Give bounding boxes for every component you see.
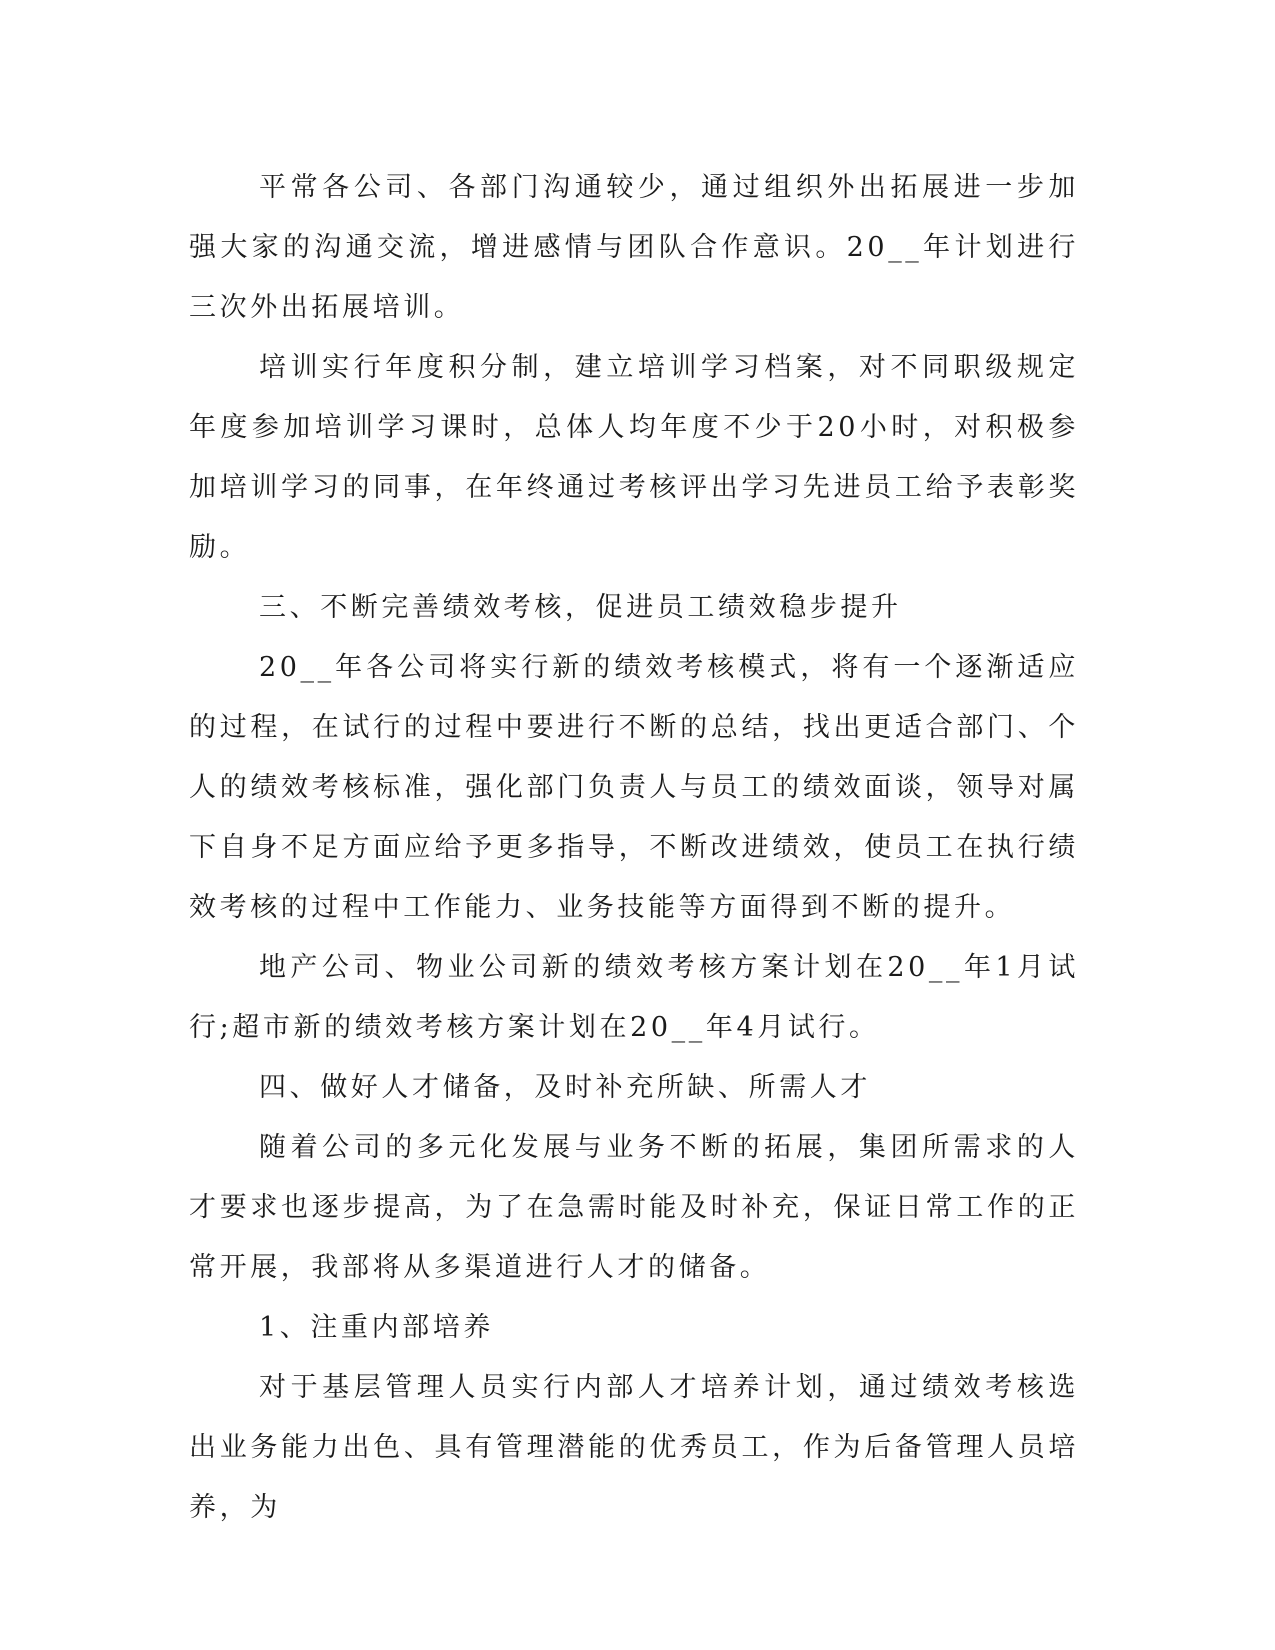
section-heading-performance: 三、不断完善绩效考核，促进员工绩效稳步提升 [259, 592, 902, 623]
paragraph-team-building: 平常各公司、各部门沟通较少，通过组织外出拓展进一步加强大家的沟通交流，增进感情与团队合作意识。20__年计划进行三次外出拓展培训。 [189, 172, 1079, 323]
paragraph-internal-training: 对于基层管理人员实行内部人才培养计划，通过绩效考核选出业务能力出色、具有管理潜能的优秀员工，作为后备管理人员培养，为 [189, 1372, 1079, 1523]
subheading-internal-training: 1、注重内部培养 [259, 1312, 494, 1343]
paragraph-performance-model: 20__年各公司将实行新的绩效考核模式，将有一个逐渐适应的过程，在试行的过程中要进行不断的总结，找出更适合部门、个人的绩效考核标准，强化部门负责人与员工的绩效面谈，领导对属下自身不足方面应给予更多指导，不断改进绩效，使员工在执行绩效考核的过程中工作能力、业务技能等方面得到不断的提升。 [189, 652, 1079, 923]
paragraph-talent-reserve: 随着公司的多元化发展与业务不断的拓展，集团所需求的人才要求也逐步提高，为了在急需时能及时补充，保证日常工作的正常开展，我部将从多渠道进行人才的储备。 [189, 1132, 1079, 1283]
document-body [189, 158, 1079, 1538]
section-heading-talent-reserve: 四、做好人才储备，及时补充所缺、所需人才 [259, 1072, 871, 1103]
paragraph-training-credits: 培训实行年度积分制，建立培训学习档案，对不同职级规定年度参加培训学习课时，总体人均年度不少于20小时，对积极参加培训学习的同事，在年终通过考核评出学习先进员工给予表彰奖励。 [189, 352, 1079, 563]
paragraph-performance-schedule: 地产公司、物业公司新的绩效考核方案计划在20__年1月试行;超市新的绩效考核方案计划在20__年4月试行。 [189, 952, 1079, 1043]
